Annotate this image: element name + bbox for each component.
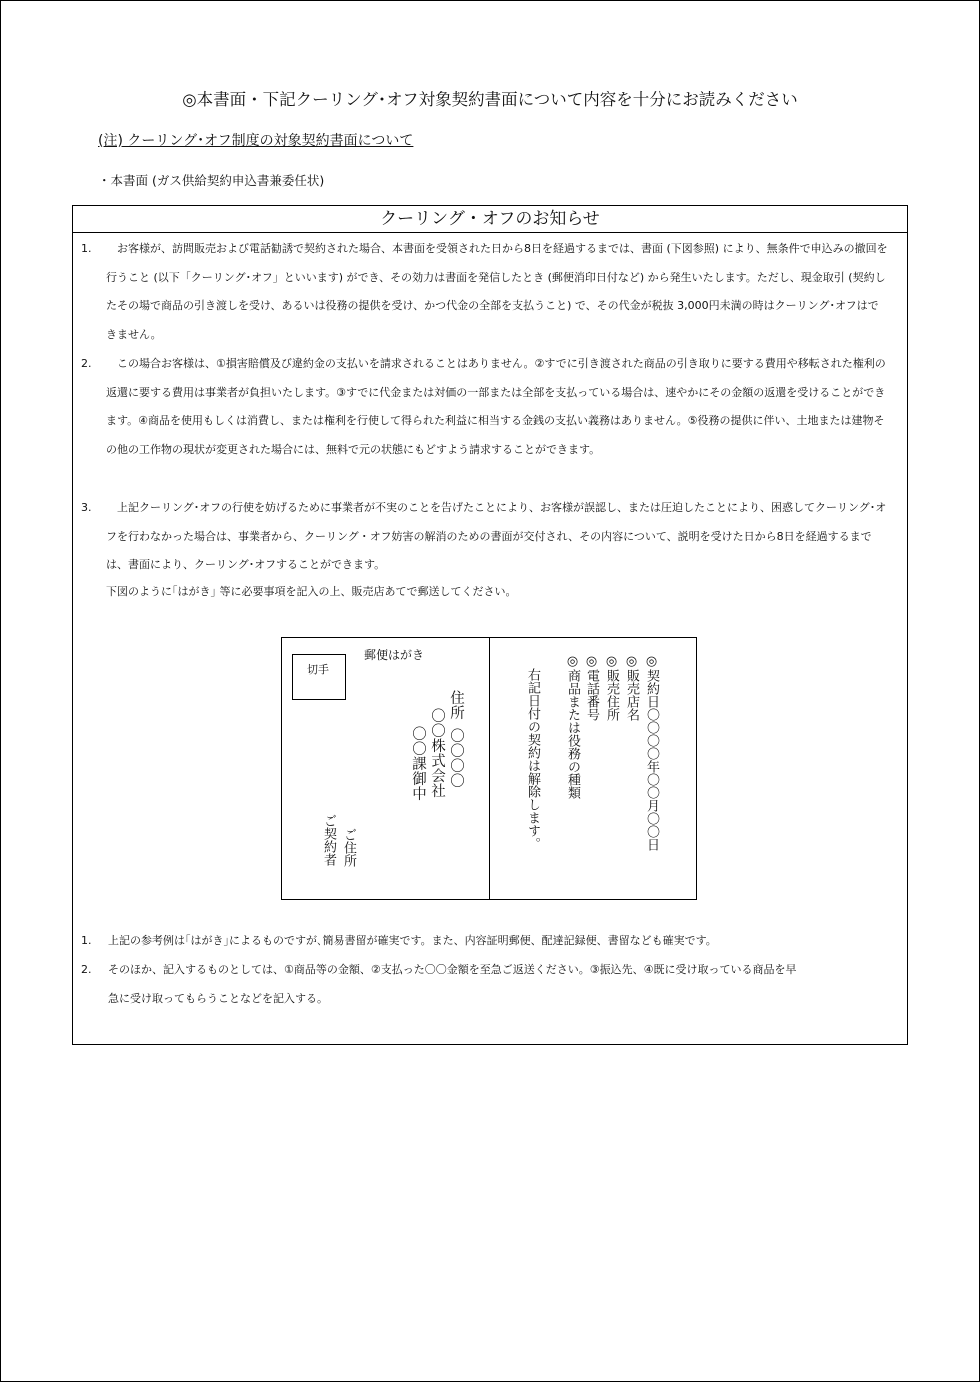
postcard-diagram: [281, 637, 697, 900]
recipient-department: 〇〇課御中: [410, 726, 426, 801]
recipient-company: 〇〇株式会社: [429, 708, 445, 798]
notice-paragraph-2: [81, 350, 889, 464]
paragraph-text: この場合お客様は、①損害賠償及び違約金の支払いを請求されることはありません。②すでに引き渡された商品の引き取りに要する費用や移転された権利の返還に要する費用は事業者が負担いたします。③すでに代金または対価の一部または全部を支払っている場合は、速やかにその金額の返還を受けることができます。④商品を使用もしくは消費し、または権利を行使して得られた利益に相当する金銭の支払い義務はありません。⑤役務の提供に伴い、土地または建物その他の工作物の現状が変更された場合には、無料で元の状態にもどすよう請求することができます。: [106, 357, 886, 456]
note-number: 2.: [81, 963, 92, 976]
notice-title: クーリング・オフのお知らせ: [73, 206, 907, 233]
page-title: ◎本書面・下記クーリング･オフ対象契約書面について内容を十分にお読みください: [182, 90, 798, 109]
paragraph-text: お客様が、訪問販売および電話勧誘で契約された場合、本書面を受領された日から8日を経過するまでは、書面 (下図参照) により、無条件で申込みの撤回を行うこと (以下「クーリング･オフ」といいます) ができ、その効力は書面を発信したとき (郵便消印日付など) から発生いたします。ただし、現金取引 (契約したその場で商品の引き渡しを受け、あるいは役務の提供を受け、かつ代金の全部を支払うこと) で、その代金が税抜 3,000円未満の時はクーリング･オフはできません。: [106, 242, 888, 341]
sender-name-label: ご契約者: [321, 814, 336, 866]
note-heading: (注) クーリング･オフ制度の対象契約書面について: [98, 133, 414, 149]
paragraph-number: 3.: [81, 501, 92, 514]
postcard-label: 郵便はがき: [364, 648, 425, 662]
shop-name-field: ◎販売店名: [624, 654, 639, 721]
note-text: 上記の参考例は｢はがき｣によるものですが､簡易書留が確実です。また、内容証明郵便、配達記録便、書留なども確実です。: [108, 934, 717, 947]
paragraph-text: 上記クーリング･オフの行使を妨げるために事業者が不実のことを告げたことにより、お客様が誤認し、または圧迫したことにより、困惑してクーリング･オフを行わなかった場合は、事業者から、クーリング・オフ妨害の解消のための書面が交付され、その内容について、説明を受けた日から8日を経過するまでは、書面により、クーリング･オフすることができます。: [106, 501, 887, 572]
recipient-address-value: 〇〇〇〇: [448, 728, 464, 788]
phone-field: ◎電話番号: [584, 654, 599, 721]
note-text: そのほか、記入するものとしては、①商品等の金額、②支払った〇〇金額を至急ご返送ください。③振込先、④既に受け取っている商品を早急に受け取ってもらうことなどを記入する。: [108, 963, 797, 1005]
note-number: 1.: [81, 934, 92, 947]
sender-address-label: ご住所: [341, 828, 356, 867]
document-item: ・本書面 (ガス供給契約申込書兼委任状): [98, 173, 325, 188]
paragraph-number: 2.: [81, 357, 92, 370]
mailing-instruction: 下図のように｢はがき｣ 等に必要事項を記入の上、販売店あてで郵送してください。: [106, 585, 517, 598]
contract-date-field: ◎契約日〇〇〇〇年〇〇月〇〇日: [644, 654, 659, 851]
stamp-label: 切手: [307, 663, 329, 676]
stamp-box: [292, 654, 346, 700]
notice-paragraph-3: [81, 494, 889, 580]
bottom-note-2: [81, 955, 889, 1013]
goods-type-field: ◎商品または役務の種類: [565, 654, 580, 799]
shop-address-field: ◎販売住所: [604, 654, 619, 721]
notice-paragraph-1: [81, 235, 889, 349]
cooling-off-notice-box: [72, 205, 908, 1045]
cancel-statement: 右記日付の契約は解除します。: [525, 668, 540, 850]
paragraph-number: 1.: [81, 242, 92, 255]
recipient-address-label: 住所: [448, 690, 464, 720]
postcard-divider: [489, 638, 490, 899]
bottom-note-1: [81, 926, 889, 955]
